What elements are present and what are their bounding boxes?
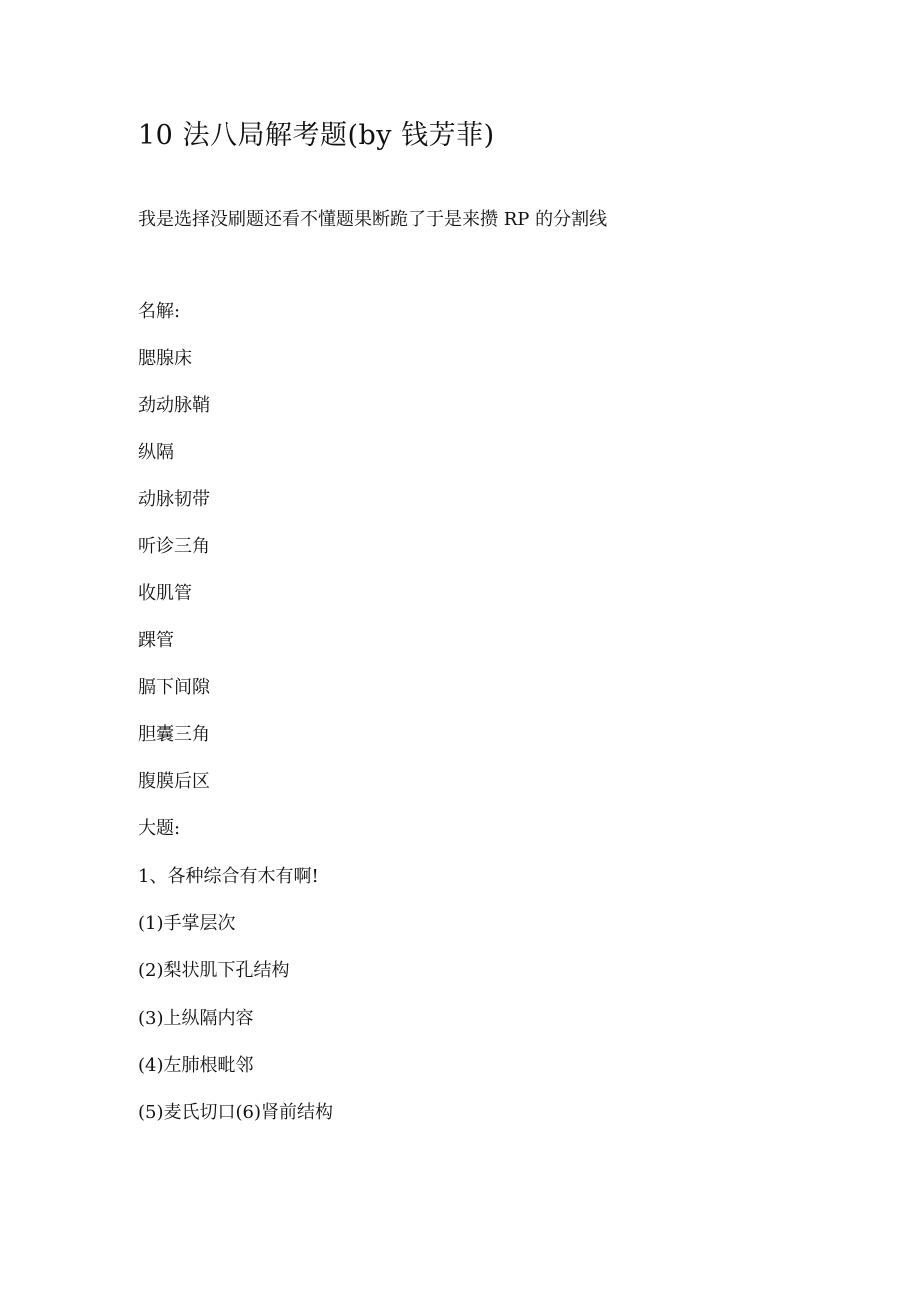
term-item: 动脉韧带	[138, 489, 210, 510]
question-intro: 1、各种综合有木有啊!	[138, 866, 319, 887]
term-item: 纵隔	[138, 442, 174, 463]
divider-text: 我是选择没刷题还看不懂题果断跪了于是来攒 RP 的分割线	[138, 209, 608, 230]
question-item: (5)麦氏切口(6)肾前结构	[138, 1102, 333, 1123]
question-item: (1)手掌层次	[138, 913, 236, 934]
terms-heading: 名解:	[138, 301, 181, 322]
term-item: 劲动脉鞘	[138, 395, 210, 416]
question-item: (4)左肺根毗邻	[138, 1055, 254, 1076]
term-item: 胆囊三角	[138, 724, 210, 745]
document-title: 10 法八局解考题(by 钱芳菲)	[138, 120, 495, 151]
term-item: 腮腺床	[138, 348, 192, 369]
question-item: (3)上纵隔内容	[138, 1008, 254, 1029]
term-item: 腹膜后区	[138, 771, 210, 792]
term-item: 膈下间隙	[138, 677, 210, 698]
term-item: 收肌管	[138, 583, 192, 604]
term-item: 踝管	[138, 630, 174, 651]
term-item: 听诊三角	[138, 536, 210, 557]
question-item: (2)梨状肌下孔结构	[138, 960, 290, 981]
questions-heading: 大题:	[138, 818, 181, 839]
